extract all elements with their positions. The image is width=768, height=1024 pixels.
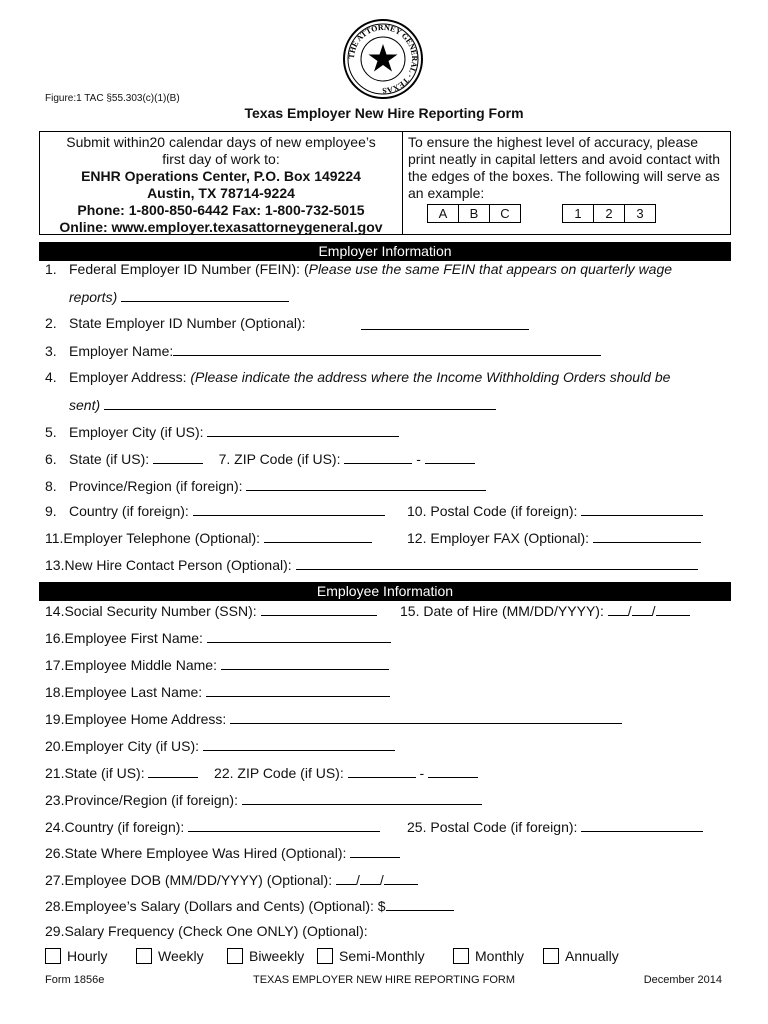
employer-country-input[interactable]: [193, 502, 385, 516]
field-contact-person: 13.New Hire Contact Person (Optional):: [45, 556, 698, 574]
first-name-input[interactable]: [207, 629, 391, 643]
field-employer-address-label: 4. Employer Address: (Please indicate the address where the Income Withholding Orders should be: [45, 369, 671, 385]
frequency-label: Weekly: [158, 948, 204, 964]
example-digit-box: 2: [593, 204, 625, 223]
mailing-address: ENHR Operations Center, P.O. Box 149224: [81, 168, 361, 184]
frequency-monthly[interactable]: [453, 948, 524, 964]
example-digit-box: 1: [562, 204, 594, 223]
dob-day-input[interactable]: [360, 871, 380, 885]
frequency-semi-monthly[interactable]: [317, 948, 425, 964]
state-employer-id-input[interactable]: [361, 316, 529, 330]
field-salary: 28.Employee’s Salary (Dollars and Cents) (Optional): $: [45, 897, 454, 915]
figure-reference: Figure:1 TAC §55.303(c)(1)(B): [45, 93, 180, 104]
field-fein-row: reports): [69, 288, 289, 306]
example-letter-box: B: [458, 204, 490, 223]
employer-postal-input[interactable]: [581, 502, 703, 516]
checkbox[interactable]: [453, 948, 469, 964]
employee-country-input[interactable]: [188, 818, 380, 832]
checkbox[interactable]: [136, 948, 152, 964]
field-salary-frequency: 29.Salary Frequency (Check One ONLY) (Optional):: [45, 923, 368, 939]
field-employer-fax: 12. Employer FAX (Optional):: [407, 529, 701, 547]
field-home-address: 19.Employee Home Address:: [45, 710, 622, 728]
submit-line: Submit within20 calendar days of new employee’s: [66, 134, 376, 150]
frequency-label: Semi-Monthly: [339, 948, 425, 964]
checkbox[interactable]: [317, 948, 333, 964]
frequency-biweekly[interactable]: [227, 948, 304, 964]
employer-city-input[interactable]: [207, 423, 399, 437]
field-employer-address-row: sent): [69, 396, 496, 414]
svg-text:THE ATTORNEY GENERAL · TEXAS: THE ATTORNEY GENERAL · TEXAS: [346, 22, 420, 96]
field-employee-dob: 27.Employee DOB (MM/DD/YYYY) (Optional): / /: [45, 871, 418, 889]
salary-input[interactable]: [386, 897, 454, 911]
dob-month-input[interactable]: [336, 871, 356, 885]
frequency-label: Annually: [565, 948, 619, 964]
fein-input[interactable]: [121, 288, 289, 302]
field-employer-country: 9. Country (if foreign):: [45, 502, 385, 520]
online-url: Online: www.employer.texasattorneygeneral.gov: [59, 219, 383, 235]
field-employer-telephone: 11.Employer Telephone (Optional):: [45, 529, 372, 547]
frequency-hourly[interactable]: [45, 948, 107, 964]
field-employer-postal: 10. Postal Code (if foreign):: [407, 502, 703, 520]
field-employee-country: 24.Country (if foreign):: [45, 818, 380, 836]
field-date-of-hire: 15. Date of Hire (MM/DD/YYYY): / /: [400, 602, 690, 620]
frequency-label: Biweekly: [249, 948, 305, 964]
field-employee-state-zip: 21.State (if US): 22. ZIP Code (if US): -: [45, 764, 478, 782]
example-letter-box: C: [489, 204, 521, 223]
home-address-input[interactable]: [230, 710, 622, 724]
field-employee-city: 20.Employer City (if US):: [45, 737, 395, 755]
field-employee-province: 23.Province/Region (if foreign):: [45, 791, 482, 809]
example-digit-box: 3: [624, 204, 656, 223]
employer-state-input[interactable]: [153, 450, 203, 464]
form-number: Form 1856e: [45, 974, 105, 986]
submit-instructions: [40, 132, 403, 234]
submit-line: first day of work to:: [162, 151, 280, 167]
frequency-annually[interactable]: [543, 948, 619, 964]
checkbox[interactable]: [543, 948, 559, 964]
submission-info-box: [39, 131, 731, 235]
example-letter-box: A: [427, 204, 459, 223]
contact-person-input[interactable]: [296, 556, 698, 570]
employee-city-input[interactable]: [203, 737, 395, 751]
form-title: Texas Employer New Hire Reporting Form: [244, 105, 524, 121]
footer-date: December 2014: [643, 974, 722, 986]
field-middle-name: 17.Employee Middle Name:: [45, 656, 389, 674]
field-employer-province: 8. Province/Region (if foreign):: [45, 477, 486, 495]
field-ssn: 14.Social Security Number (SSN):: [45, 602, 377, 620]
ssn-input[interactable]: [261, 602, 377, 616]
employer-zip-ext-input[interactable]: [425, 450, 475, 464]
employee-state-input[interactable]: [148, 764, 198, 778]
employee-province-input[interactable]: [242, 791, 482, 805]
employer-province-input[interactable]: [246, 477, 486, 491]
field-first-name: 16.Employee First Name:: [45, 629, 391, 647]
employee-section-heading: Employee Information: [39, 582, 731, 601]
employee-postal-input[interactable]: [581, 818, 703, 832]
employer-address-input[interactable]: [104, 396, 496, 410]
frequency-weekly[interactable]: [136, 948, 204, 964]
frequency-label: Hourly: [67, 948, 108, 964]
phone-fax: Phone: 1-800-850-6442 Fax: 1-800-732-5015: [77, 202, 365, 218]
mailing-city: Austin, TX 78714-9224: [147, 185, 295, 201]
field-employer-city: 5. Employer City (if US):: [45, 423, 399, 441]
employer-name-input[interactable]: [173, 342, 601, 356]
employer-zip-input[interactable]: [344, 450, 412, 464]
employee-zip-input[interactable]: [348, 764, 416, 778]
state-hired-input[interactable]: [350, 844, 400, 858]
hire-year-input[interactable]: [656, 602, 690, 616]
employer-fax-input[interactable]: [593, 529, 701, 543]
field-employer-name: 3. Employer Name:: [45, 342, 601, 360]
printing-instructions: To ensure the highest level of accuracy, please print neatly in capital letters and avoid contact with the edges of the boxes. The following will serve as an example:: [408, 134, 721, 201]
middle-name-input[interactable]: [221, 656, 389, 670]
checkbox[interactable]: [227, 948, 243, 964]
field-last-name: 18.Employee Last Name:: [45, 683, 390, 701]
example-boxes: [428, 204, 656, 223]
field-employee-postal: 25. Postal Code (if foreign):: [407, 818, 703, 836]
footer-title: TEXAS EMPLOYER NEW HIRE REPORTING FORM: [253, 974, 515, 986]
checkbox[interactable]: [45, 948, 61, 964]
dob-year-input[interactable]: [384, 871, 418, 885]
field-employer-state-zip: 6. State (if US): 7. ZIP Code (if US): -: [45, 450, 475, 468]
field-state-hired: 26.State Where Employee Was Hired (Optional):: [45, 844, 400, 862]
frequency-label: Monthly: [475, 948, 525, 964]
field-fein-label: 1. Federal Employer ID Number (FEIN): (Please use the same FEIN that appears on quarterly wage: [45, 261, 673, 277]
employer-telephone-input[interactable]: [264, 529, 372, 543]
hire-day-input[interactable]: [632, 602, 652, 616]
hire-month-input[interactable]: [608, 602, 628, 616]
employer-section-heading: Employer Information: [39, 242, 731, 261]
attorney-general-seal: [342, 18, 424, 100]
field-state-employer-id: 2. State Employer ID Number (Optional):: [45, 315, 306, 331]
last-name-input[interactable]: [206, 683, 390, 697]
employee-zip-ext-input[interactable]: [428, 764, 478, 778]
